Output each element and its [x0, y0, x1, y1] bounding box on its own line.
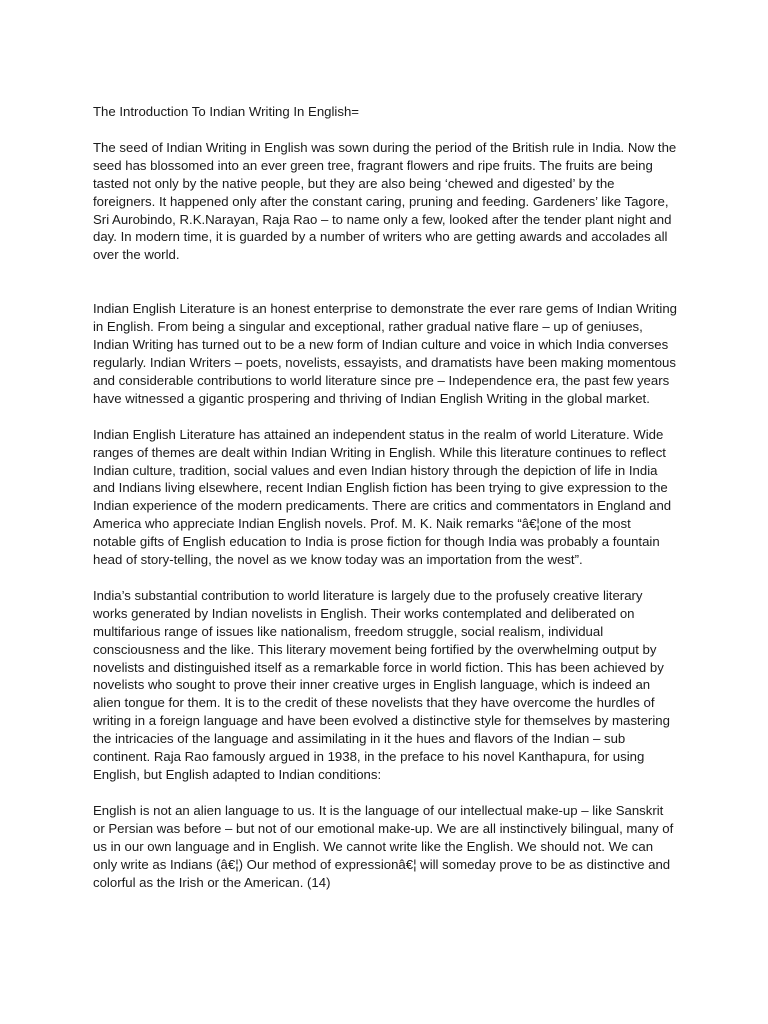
paragraph-quote: English is not an alien language to us. It is the language of our intellectual make-up – like Sanskrit or Persian was before – but not of our emotional make-up. We are all instinctively bilingual, many of us in our own language and in English. We cannot write like the English. We should not. We can only write as Indians (â€¦) Our method of expressionâ€¦ will someday prove to be as distinctive and colorful as the Irish or the American. (14): [93, 802, 674, 890]
paragraph-independent-status: Indian English Literature has attained an independent status in the realm of world Literature. Wide ranges of themes are dealt within Indian Writing in English. While this literature continues to reflect Indian culture, tradition, social values and even Indian history through the depiction of life in India and Indians living elsewhere, recent Indian English fiction has been trying to give expression to the Indian experience of the modern predicaments. There are critics and commentators in England and America who appreciate Indian English novels. Prof. M. K. Naik remarks “â€¦one of the most notable gifts of English education to India is prose fiction for though India was probably a fountain head of story-telling, the novel as we know today was an importation from the west”.: [93, 426, 672, 568]
paragraph-seed: The seed of Indian Writing in English was sown during the period of the British rule in India. Now the seed has blossomed into an ever green tree, fragrant flowers and ripe fruits. The fruits are being tasted not only by the native people, but they are also being ‘chewed and digested’ by the foreigners. It happened only after the constant caring, pruning and feeding. Gardeners’ like Tagore, Sri Aurobindo, R.K.Narayan, Raja Rao – to name only a few, looked after the tender plant night and day. In modern time, it is guarded by a number of writers who are getting awards and accolades all over the world.: [93, 139, 677, 263]
paragraph-contribution: India’s substantial contribution to world literature is largely due to the profusely creative literary works generated by Indian novelists in English. Their works contemplated and deliberated on multifarious range of issues like nationalism, freedom struggle, social realism, individual consciousness and the like. This literary movement being fortified by the overwhelming output by novelists and distinguished itself as a remarkable force in world fiction. This has been achieved by novelists who sought to prove their inner creative urges in English language, which is indeed an alien tongue for them. It is to the credit of these novelists that they have overcome the hurdles of writing in a foreign language and have been evolved a distinctive style for themselves by mastering the intricacies of the language and assimilating in it the hues and flavors of the Indian – sub continent. Raja Rao famously argued in 1938, in the preface to his novel Kanthapura, for using English, but English adapted to Indian conditions:: [93, 587, 670, 782]
document-title: The Introduction To Indian Writing In English=: [93, 104, 359, 119]
document-body: [93, 103, 677, 909]
paragraph-enterprise: Indian English Literature is an honest enterprise to demonstrate the ever rare gems of Indian Writing in English. From being a singular and exceptional, rather gradual native flare – up of geniuses, Indian Writing has turned out to be a new form of Indian culture and voice in which India converses regularly. Indian Writers – poets, novelists, essayists, and dramatists have been making momentous and considerable contributions to world literature since pre – Independence era, the past few years have witnessed a gigantic prospering and thriving of Indian English Writing in the global market.: [93, 301, 677, 406]
